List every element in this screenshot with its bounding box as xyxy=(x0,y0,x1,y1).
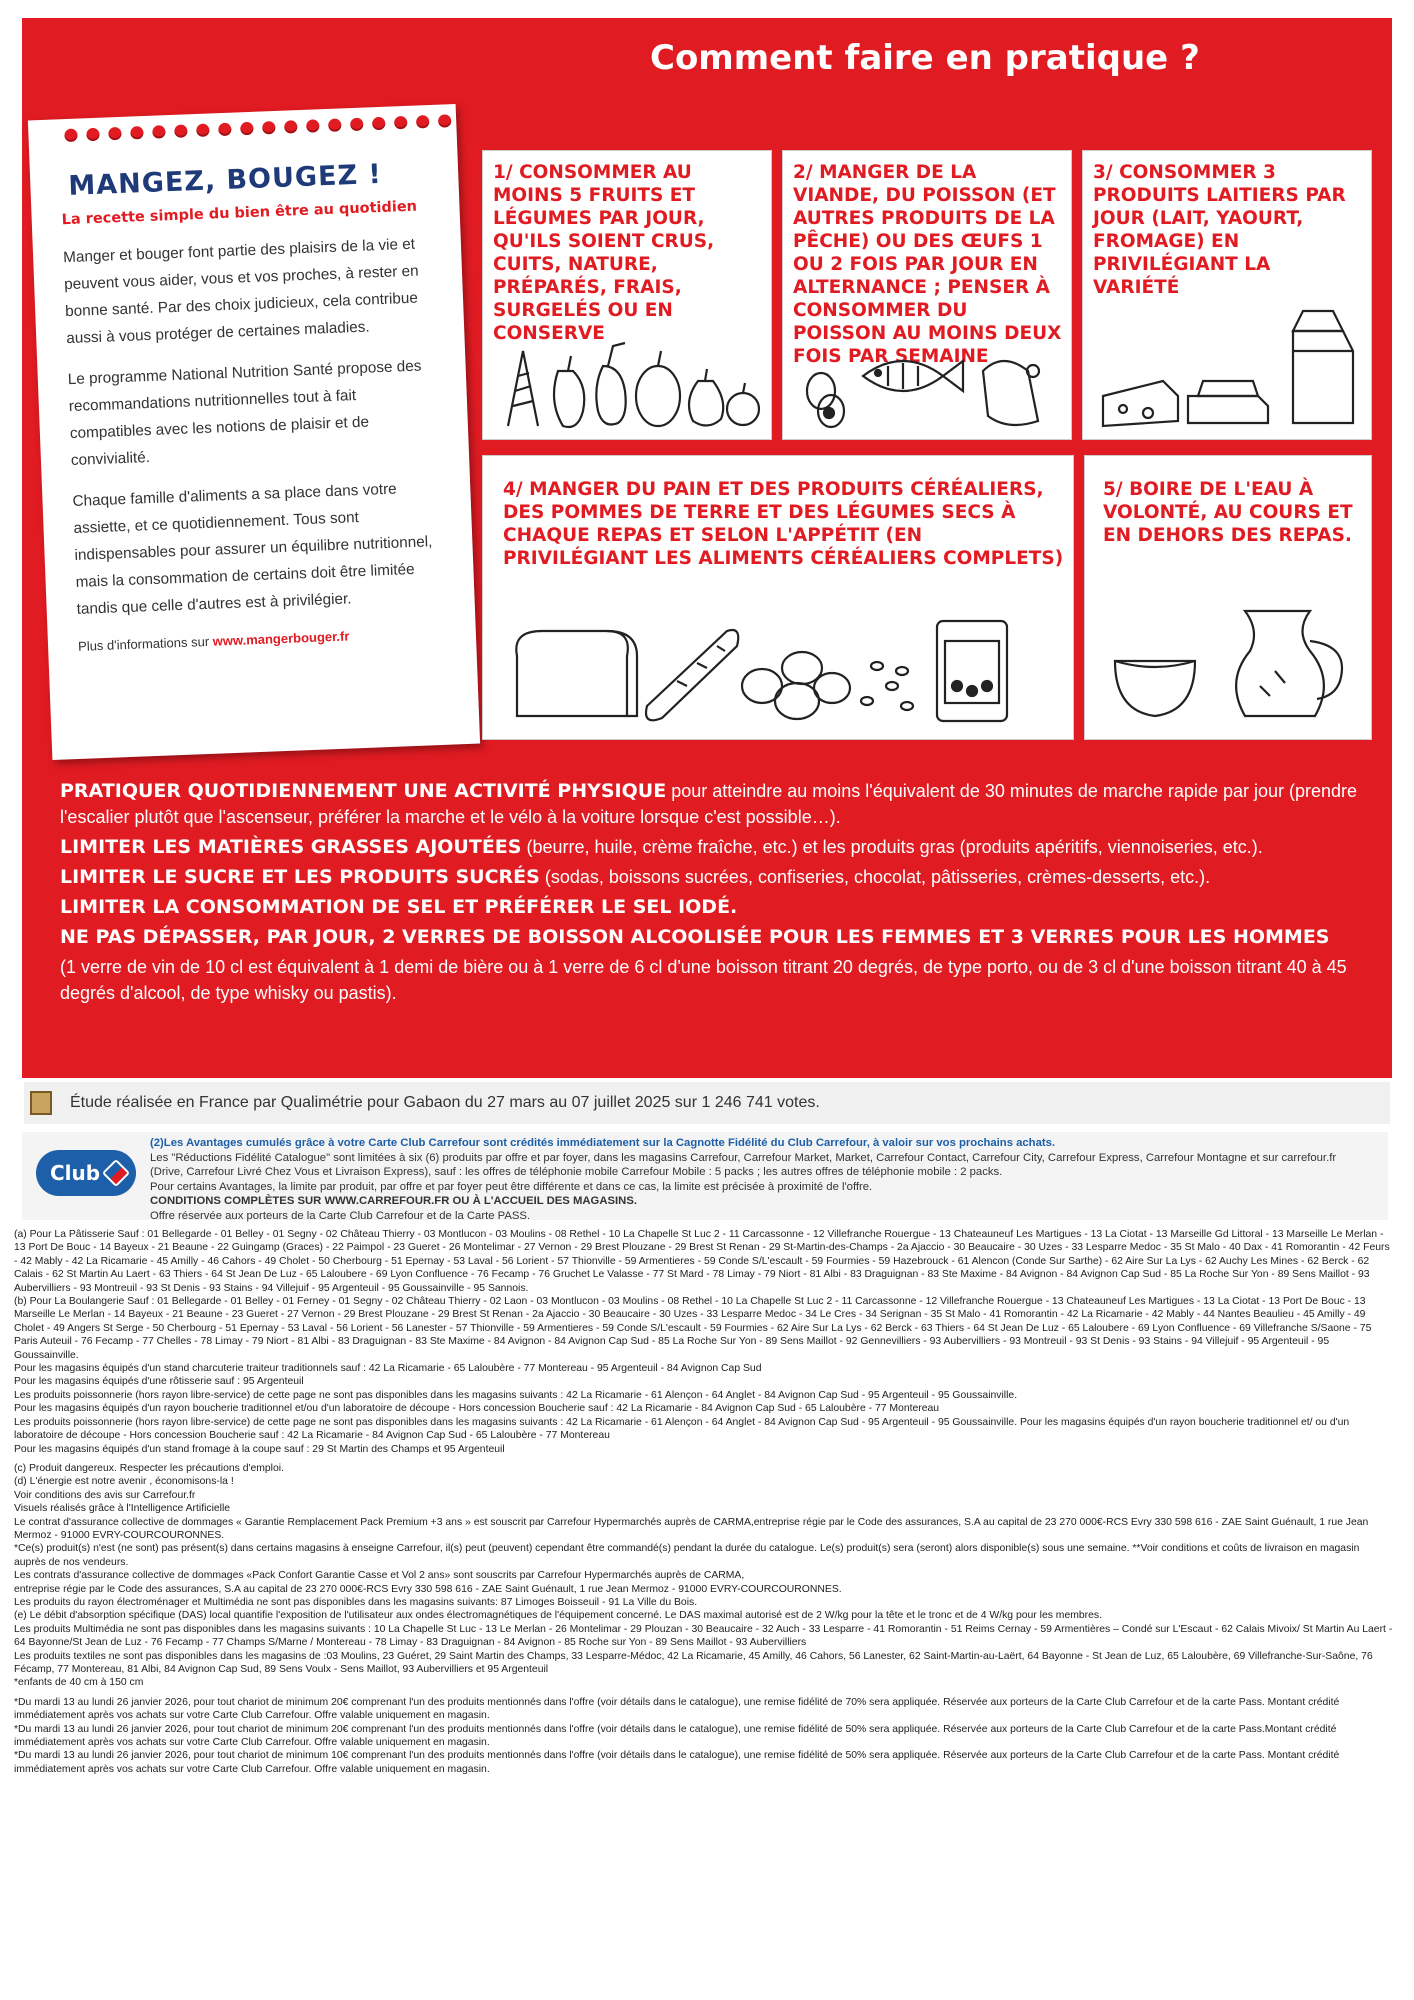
tile-1-text: 1/ CONSOMMER AU MOINS 5 FRUITS ET LÉGUMES PAR JOUR, QU'ILS SOIENT CRUS, CUITS, NATURE, PRÉPARÉS, FRAIS, SURGELÉS OU EN CONSERVE xyxy=(493,162,715,344)
legal-line: Pour les magasins équipés d'une rôtisserie sauf : 95 Argenteuil xyxy=(14,1376,304,1388)
legal-line: *Du mardi 13 au lundi 26 janvier 2026, pour tout chariot de minimum 20€ comprenant l'un des produits mentionnés dans l'offre (voir détails dans le catalogue), une remise fidélité de 50% sera appliquée. Réservée aux porteurs de la Carte Club Carrefour et de la carte Pass.Montant crédité immédiatement après vos achats sur votre Carte Club Carrefour. Offre valable uniquement en magasin. xyxy=(14,1723,1337,1749)
tile-fruits-vegetables xyxy=(482,150,772,440)
legal-line: Le contrat d'assurance collective de dommages « Garantie Remplacement Pack Premium +3 ans » est souscrit par Carrefour Hypermarchés auprès de CARMA,entreprise régie par le Code des assurances, S.A au capital de 23 270 000€-RCS Evry 330 598 616 - ZAE Saint Guénault, 1 rue Jean Mermoz - 91000 EVRY-COURCOURONNES. xyxy=(14,1516,1369,1541)
legal-line: *Ce(s) produit(s) n'est (ne sont) pas présent(s) dans certains magasins à enseigne Carrefour, il(s) peut (peuvent) cependant être commandé(s) pendant la durée du catalogue. Le(s) produit(s) sera (seront) alors disponible(s) sous une semaine. **Voir conditions et coûts de livraison en magasin auprès de nos vendeurs. xyxy=(14,1543,1360,1568)
legal-line: (b) Pour La Boulangerie Sauf : 01 Bellegarde - 01 Belley - 01 Ferney - 01 Segny - 02 Château Thierry - 02 Laon - 03 Montlucon - 03 Moulins - 08 Rethel - 10 La Chapelle St Luc 2 - 11 Carcassonne - 12 Villefranche Rouergue - 13 Chateauneuf Les Martigues - 13 La Ciotat - 13 Port De Bouc - 13 Marseille Le Merlan - 14 Bayeux - 21 Beaune - 23 Gueret - 27 Vernon - 29 Brest Plouzane - 29 Brest St Renan - 2a Ajaccio - 30 Beaucaire - 30 Uzes - 33 Lesparre Medoc - 34 Le Cres - 34 Serignan - 35 St Malo - 41 Romorantin - 42 La Ricamarie - 42 Mably - 44 Nantes Beaulieu - 45 Amilly - 49 Cholet - 49 Angers St Serge - 50 Cherbourg - 51 Epernay - 53 Laval - 56 Lorient - 56 Lanester - 57 Thionville - 59 Armentieres - 59 Conde S/L'escault - 59 Fourmies - 62 Aire Sur La Lys - 62 Berck - 63 Thiers - 64 St Jean De Luz - 65 Laloubere - 69 Lyon Confluence - 69 Villefranche S/Saone - 75 Paris Auteuil - 76 Fecamp - 77 Chelles - 78 Limay - 79 Niort - 81 Albi - 83 Draguignan - 83 Ste Maxime - 84 Avignon - 84 Avignon Cap Sud - 85 La Roche Sur Yon - 89 Sens Maillot - 92 Gennevilliers - 93 Aubervilliers - 93 Montreuil - 93 St Denis - 93 Stains - 94 Villejuif - 95 Argenteuil - 95 Goussainville. xyxy=(14,1296,1372,1361)
advice-fats: LIMITER LES MATIÈRES GRASSES AJOUTÉES (beurre, huile, crème fraîche, etc.) et les produits gras (produits apéritifs, viennoiseries, etc.). xyxy=(60,836,1263,858)
tile-3-text: 3/ CONSOMMER 3 PRODUITS LAITIERS PAR JOUR (LAIT, YAOURT, FROMAGE) EN PRIVILÉGIANT LA VARIÉTÉ xyxy=(1093,162,1346,298)
legal-line: Pour les magasins équipés d'un stand fromage à la coupe sauf : 29 St Martin des Champs et 95 Argenteuil xyxy=(14,1443,505,1455)
legal-notes xyxy=(14,1228,1394,1776)
legal-line: (a) Pour La Pâtisserie Sauf : 01 Bellegarde - 01 Belley - 01 Segny - 02 Château Thierry - 03 Montlucon - 03 Moulins - 08 Rethel - 10 La Chapelle St Luc 2 - 11 Carcassonne - 12 Villefranche Rouergue - 13 Chateauneuf Les Martigues - 13 La Ciotat - 13 Marseille Gd Littoral - 13 Marseille Le Merlan - 13 Port De Bouc - 14 Bayeux - 21 Beaune - 22 Guingamp (Graces) - 22 Paimpol - 23 Gueret - 26 Montelimar - 27 Vernon - 29 Brest Plouzane - 29 Brest St Renan - 29 St-Martin-des-Champs - 2a Ajaccio - 30 Beaucaire - 30 Uzes - 33 Lesparre Medoc - 35 St Malo - 40 Dax - 41 Romorantin - 42 Feurs - 42 Mably - 42 La Ricamarie - 45 Amilly - 46 Cahors - 49 Cholet - 50 Cherbourg - 51 Epernay - 53 Laval - 56 Lorient - 57 Thionville - 59 Armentieres - 59 Conde S/L'escault - 59 Fourmies - 59 Hazebrouck - 61 Alencon (Conde Sur Sarthe) - 62 Aire Sur La Lys - 62 Auchy Les Mines - 62 Berck - 62 Calais - 62 St Martin Au Laert - 63 Thiers - 64 St Jean De Luz - 65 Laloubere - 69 Lyon Confluence - 76 Fecamp - 76 Gruchet Le Valasse - 77 St Mard - 78 Limay - 79 Niort - 81 Albi - 83 Draguignan - 83 Ste Maxime - 84 Avignon - 84 Avignon Cap Sud - 85 La Roche Sur Yon - 89 Sens Maillot - 93 Aubervilliers - 93 Montreuil - 93 St Denis - 93 Stains - 94 Villejuif - 95 Argenteuil - 95 Goussainville - 95 Sannois. xyxy=(14,1229,1390,1294)
tile-cereals xyxy=(482,455,1074,740)
advice-salt: LIMITER LA CONSOMMATION DE SEL ET PRÉFÉRER LE SEL IODÉ. xyxy=(60,896,738,918)
legal-line: Les produits poissonnerie (hors rayon libre-service) de cette page ne sont pas disponibles dans les magasins suivants : 42 La Ricamarie - 61 Alençon - 64 Anglet - 84 Avignon Cap Sud - 95 Argenteuil - 95 Goussainville. xyxy=(14,1389,1018,1401)
card-paragraph-3: Chaque famille d'aliments a sa place dans votre assiette, et ce quotidiennement. Tous sont indispensables pour assurer un équilibre nutritionnel, mais la consommation de certains doit être limitée tandis que celle d'autres est à privilégier. xyxy=(72,480,433,618)
legal-line: Pour les magasins équipés d'un stand charcuterie traiteur traditionnels sauf : 42 La Ricamarie - 65 Laloubère - 77 Montereau - 95 Argenteuil - 84 Avignon Cap Sud xyxy=(14,1363,762,1375)
tile-4-text: 4/ MANGER DU PAIN ET DES PRODUITS CÉRÉALIERS, DES POMMES DE TERRE ET DES LÉGUMES SECS À CHAQUE REPAS ET SELON L'APPÉTIT (EN PRIVILÉGIANT LES ALIMENTS CÉRÉALIERS COMPLETS) xyxy=(503,479,1064,569)
mangez-bougez-card xyxy=(28,104,480,760)
card-more-info: Plus d'informations sur www.mangerbouger.fr xyxy=(77,628,350,654)
club-carrefour-block xyxy=(22,1132,1388,1220)
legal-line: Visuels réalisés grâce à l'Intelligence Artificielle xyxy=(14,1503,231,1515)
carrefour-logo-icon xyxy=(102,1159,130,1187)
legal-line: *Du mardi 13 au lundi 26 janvier 2026, pour tout chariot de minimum 20€ comprenant l'un des produits mentionnés dans l'offre (voir détails dans le catalogue), une remise fidélité de 70% sera appliquée. Réservée aux porteurs de la Carte Club Carrefour et de la carte Pass. Montant crédité immédiatement après vos achats sur votre Carte Club Carrefour. Offre valable uniquement en magasin. xyxy=(14,1696,1340,1722)
legal-line: Les produits textiles ne sont pas disponibles dans les magasins de :03 Moulins, 23 Guéret, 29 Saint Martin des Champs, 33 Lesparre-Médoc, 42 La Ricamarie, 45 Amilly, 46 Cahors, 56 Lanester, 62 Saint-Martin-au-Laërt, 64 Bayonne - St Jean de Luz, 65 Laloubère, 69 Villefranche-Sur-Saône, 76 Fécamp, 77 Montereau, 81 Albi, 84 Avignon Cap Sud, 89 Sens Voulx - Sens Maillot, 93 Aubervilliers et 95 Argenteuil xyxy=(14,1650,1373,1675)
advice-alcohol: NE PAS DÉPASSER, PAR JOUR, 2 VERRES DE BOISSON ALCOOLISÉE POUR LES FEMMES ET 3 VERRES POUR LES HOMMES xyxy=(60,926,1330,948)
dairy-icon xyxy=(1093,301,1363,431)
tile-5-text: 5/ BOIRE DE L'EAU À VOLONTÉ, AU COURS ET EN DEHORS DES REPAS. xyxy=(1103,479,1353,546)
advice-sugar: LIMITER LE SUCRE ET LES PRODUITS SUCRÉS (sodas, boissons sucrées, confiseries, chocolat, pâtisseries, crèmes-desserts, etc.). xyxy=(60,866,1211,888)
study-banner xyxy=(24,1082,1390,1124)
club-conditions: (2)Les Avantages cumulés grâce à votre Carte Club Carrefour sont crédités immédiatement sur la Cagnotte Fidélité du Club Carrefour, à valoir sur vos prochains achats. Les "Réductions Fidélité Catalogue" sont limitées à six (6) produits par offre et par foyer, dans les magasins Carrefour, Carrefour Market, Market, Carrefour Contact, Carrefour City, Carrefour Express, Carrefour Montagne et sur carrefour.fr (Drive, Carrefour Livré Chez Vous et Livraison Express), sauf : les offres de téléphonie mobile Carrefour Mobile : 5 packs ; les autres offres de téléphonie mobile : 2 packs. Pour certains Avantages, la limite par produit, par offre et par foyer peut être différente et dans ce cas, la limite est précisée à proximité de l'offre. CONDITIONS COMPLÈTES SUR WWW.CARREFOUR.FR OU À L'ACCUEIL DES MAGASINS. Offre réservée aux porteurs de la Carte Club Carrefour et de la Carte PASS. xyxy=(150,1137,1337,1222)
advice-alcohol-detail: (1 verre de vin de 10 cl est équivalent à 1 demi de bière ou à 1 verre de 6 cl d'une boisson titrant 20 degrés, de type porto, ou de 3 cl d'une boisson titrant 40 à 45 degrés d'alcool, de type whisky ou pastis). xyxy=(60,957,1347,1003)
tile-dairy xyxy=(1082,150,1372,440)
advice-list xyxy=(60,778,1370,1010)
card-paragraph-1: Manger et bouger font partie des plaisirs de la vie et peuvent vous aider, vous et vos proches, à rester en bonne santé. Par des choix judicieux, cela contribue aussi à vous protéger de certaines maladies. xyxy=(62,235,419,348)
vegetables-icon xyxy=(493,331,763,431)
advice-activity: PRATIQUER QUOTIDIENNEMENT UNE ACTIVITÉ PHYSIQUE pour atteindre au moins l'équivalent de 30 minutes de marche rapide par jour (prendre l'escalier plutôt que l'ascenseur, préférer la marche et le vélo à la voiture lorsque c'est possible…). xyxy=(60,780,1358,827)
tile-water xyxy=(1084,455,1372,740)
card-title: MANGEZ, BOUGEZ ! xyxy=(67,158,383,202)
legal-line: (e) Le débit d'absorption spécifique (DAS) local quantifie l'exposition de l'utilisateur aux ondes électromagnétiques de l'équipement concerné. Le DAS maximal autorisé est de 2 W/kg pour la tête et le tronc et de 4 W/kg pour les membres. xyxy=(14,1610,1102,1622)
legal-line: Les produits Multimédia ne sont pas disponibles dans les magasins suivants : 10 La Chapelle St Luc - 13 Le Merlan - 26 Montelimar - 29 Plouzan - 30 Beaucaire - 32 Auch - 33 Lesparre - 41 Romorantin - 51 Reims Cernay - 59 Armentières – Condé sur L'Escaut - 62 Calais Mivoix/ St Martin Au Laert - 64 Bayonne/St Jean de Luz - 76 Fecamp - 77 Champs S/Marne / Montereau - 78 Limay - 83 Draguignan - 84 Avignon - 85 Roche sur Yon - 89 Sens Maillot - 93 Aubervilliers xyxy=(14,1623,1393,1649)
study-text: Étude réalisée en France par Qualimétrie pour Gabaon du 27 mars au 07 juillet 2025 sur 1 246 741 votes. xyxy=(70,1094,820,1111)
mangerbouger-link[interactable]: www.mangerbouger.fr xyxy=(212,628,350,649)
legal-line: (c) Produit dangereux. Respecter les précautions d'emploi. xyxy=(14,1462,284,1474)
card-subtitle: La recette simple du bien être au quotidien xyxy=(61,198,418,229)
legal-line: Les produits poissonnerie (hors rayon libre-service) de cette page ne sont pas disponibles dans les magasins suivants : 42 La Ricamarie - 61 Alençon - 64 Anglet - 84 Avignon Cap Sud - 95 Argenteuil - 95 Goussainville. Pour les magasins équipés d'un rayon boucherie traditionnel et/ ou d'un laboratoire de découpe - Hors concession Boucherie sauf : 42 La Ricamarie - 84 Avignon Cap Sud - 65 Laloubère - 77 Montereau xyxy=(14,1416,1350,1442)
tile-2-text: 2/ MANGER DE LA VIANDE, DU POISSON (ET AUTRES PRODUITS DE LA PÊCHE) OU DES ŒUFS 1 OU 2 FOIS PAR JOUR EN ALTERNANCE ; PENSER À CONSOMMER DU POISSON AU MOINS DEUX FOIS PAR SEMAINE xyxy=(793,162,1062,367)
legal-line: Voir conditions des avis sur Carrefour.fr xyxy=(14,1489,196,1501)
card-paragraph-2: Le programme National Nutrition Santé propose des recommandations nutritionnelles tout à fait compatibles avec les notions de plaisir et de convivialité. xyxy=(67,357,422,470)
legal-line: entreprise régie par le Code des assurances, S.A au capital de 23 270 000€-RCS Evry 330 598 616 - ZAE Saint Guénault, 1 rue Jean Mermoz - 91000 EVRY-COURCOURONNES. xyxy=(14,1583,842,1595)
tile-meat-fish-eggs xyxy=(782,150,1072,440)
club-carrefour-logo: Club xyxy=(36,1150,136,1196)
certificate-icon xyxy=(30,1091,52,1115)
legal-line: *Du mardi 13 au lundi 26 janvier 2026, pour tout chariot de minimum 10€ comprenant l'un des produits mentionnés dans l'offre (voir détails dans le catalogue), une remise fidélité de 50% sera appliquée. Réservée aux porteurs de la Carte Club Carrefour et de la carte Pass. Montant crédité immédiatement après vos achats sur votre Carte Club Carrefour. Offre valable uniquement en magasin. xyxy=(14,1750,1340,1775)
legal-line: Les produits du rayon électroménager et Multimédia ne sont pas disponibles dans les magasins suivants: 87 Limoges Boisseuil - 91 La Ville du Bois. xyxy=(14,1596,698,1608)
water-jug-icon xyxy=(1095,591,1365,731)
panel-title: Comment faire en pratique ? xyxy=(650,38,1200,78)
legal-line: Pour les magasins équipés d'un rayon boucherie traditionnel et/ou d'un laboratoire de découpe - Hors concession Boucherie sauf : 42 La Ricamarie - 84 Avignon Cap Sud - 65 Laloubère - 77 Montereau xyxy=(14,1403,940,1415)
legal-line: Les contrats d'assurance collective de dommages «Pack Confort Garantie Casse et Vol 2 ans» sont souscrits par Carrefour Hypermarchés auprès de CARMA, xyxy=(14,1570,745,1582)
legal-line: (d) L'énergie est notre avenir , économisons-la ! xyxy=(14,1476,234,1488)
notebook-rings xyxy=(64,114,451,142)
legal-line: *enfants de 40 cm à 150 cm xyxy=(14,1677,144,1689)
fish-egg-icon xyxy=(793,331,1063,431)
bread-icon xyxy=(497,606,1067,726)
